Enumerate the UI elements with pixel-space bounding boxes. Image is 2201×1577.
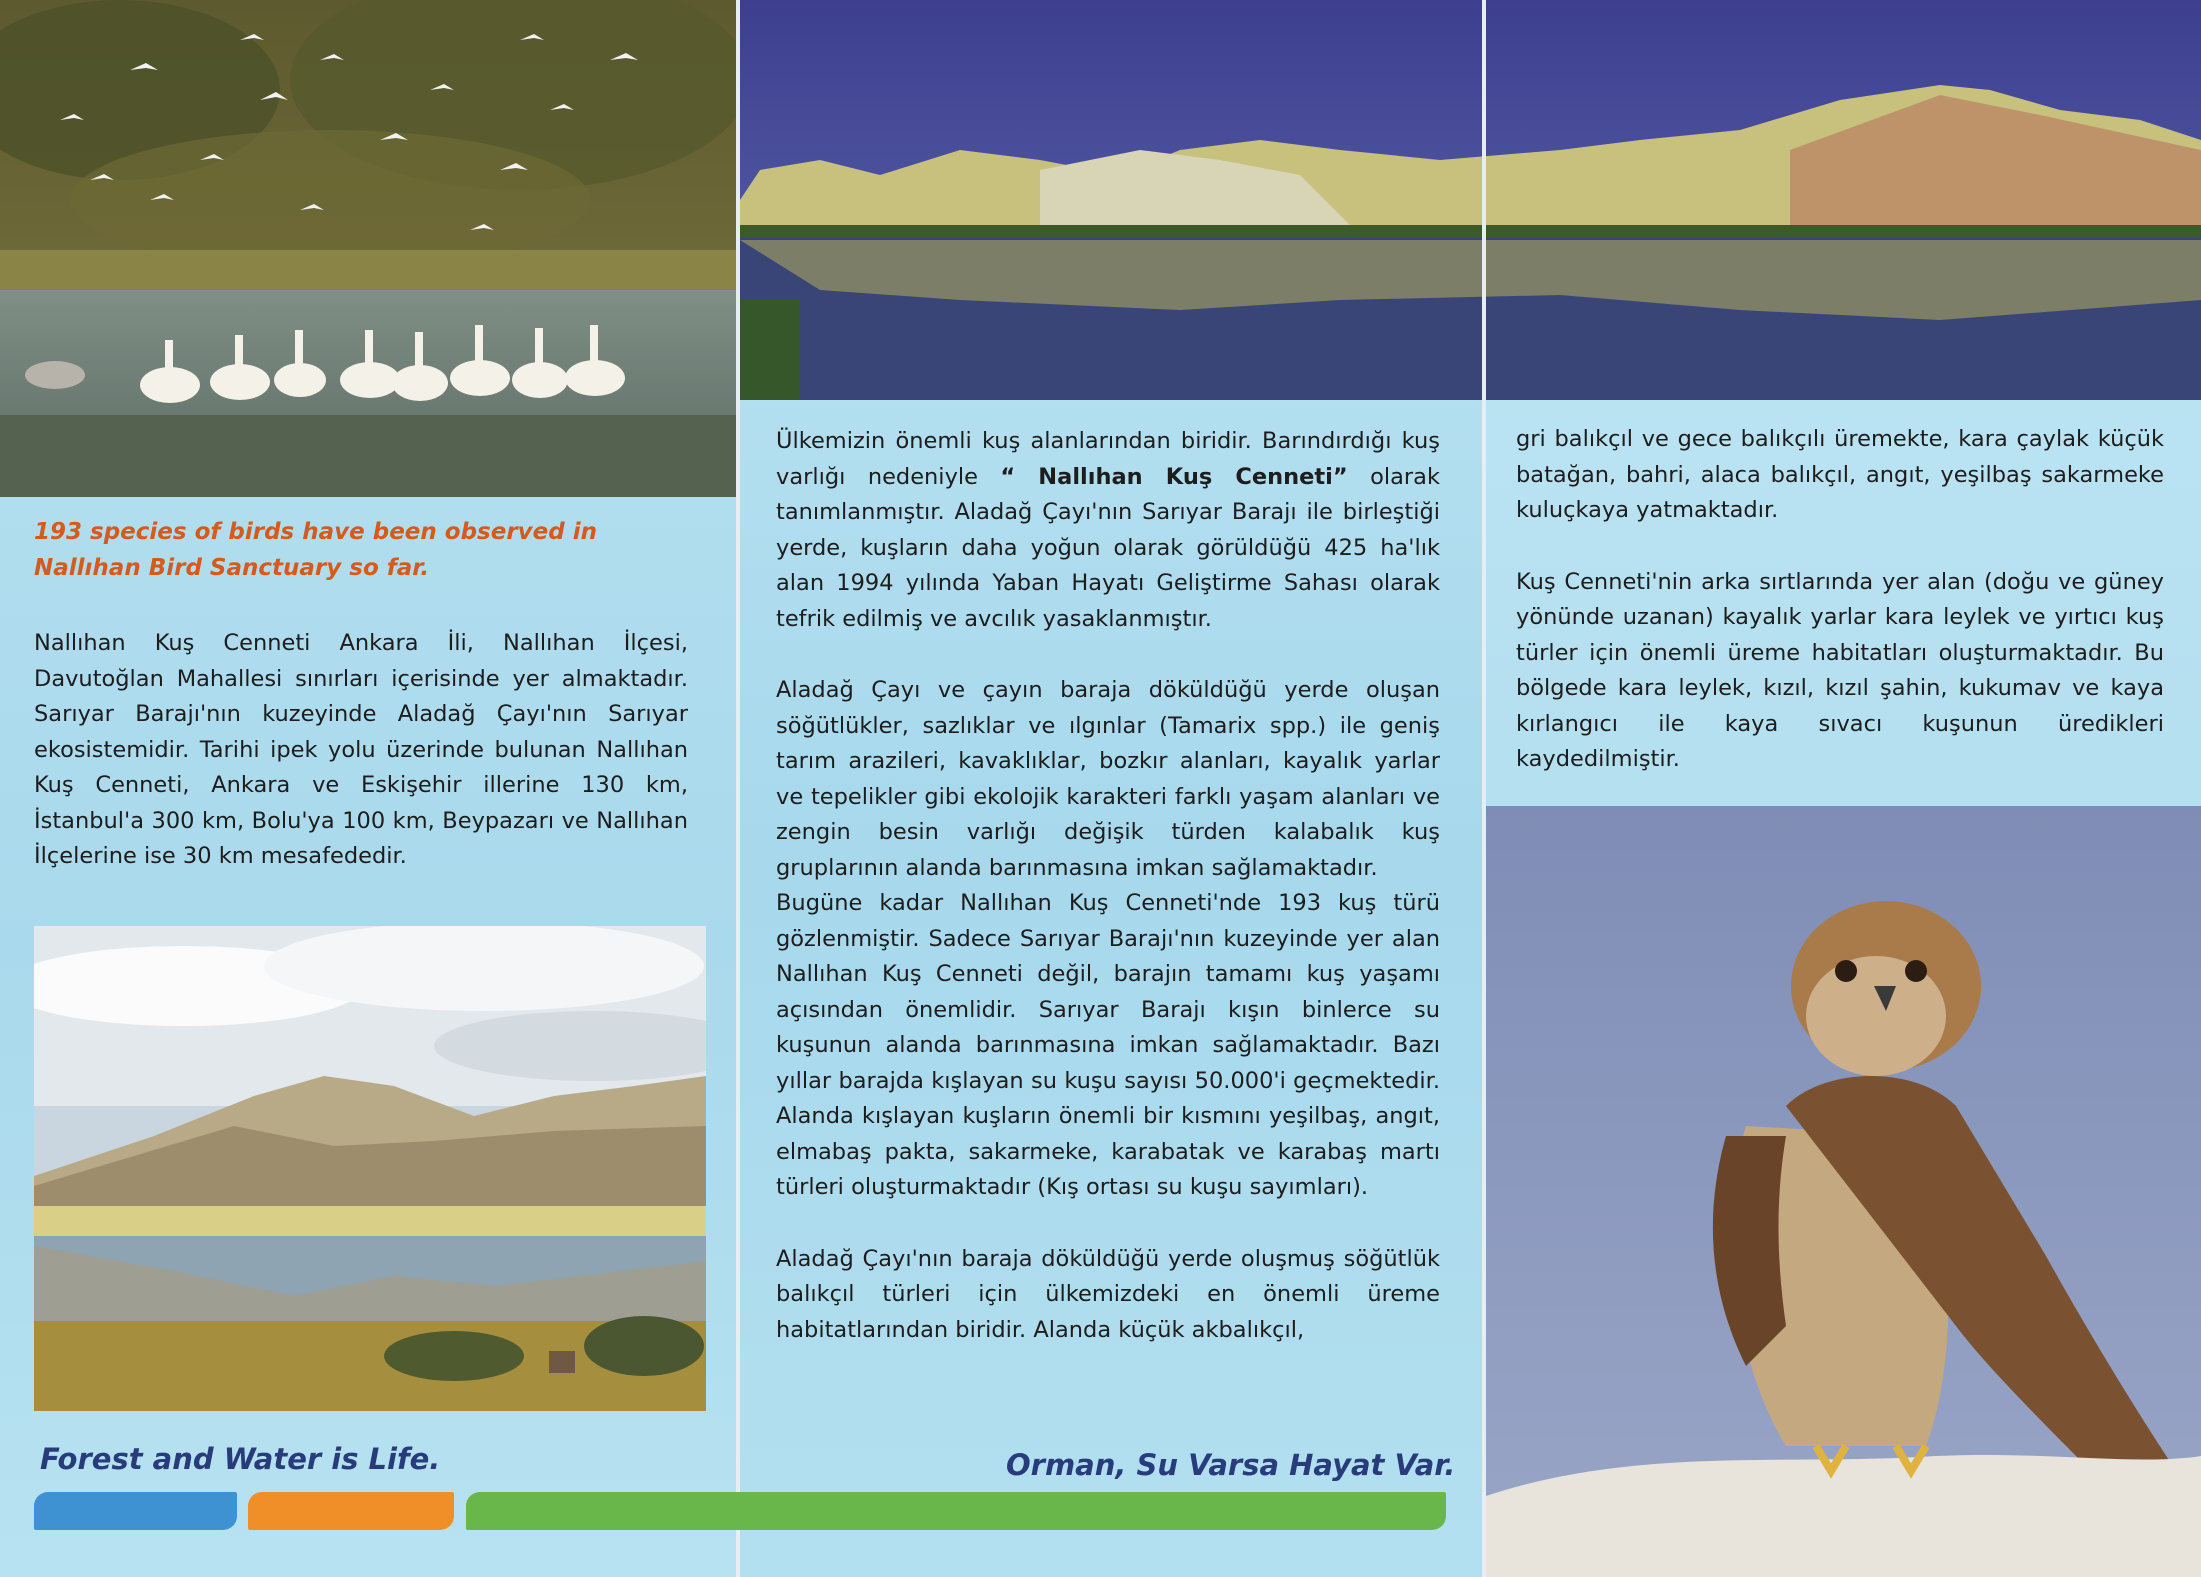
right-paragraph-1: gri balıkçıl ve gece balıkçılı üremekte, kara çaylak küçük batağan, bahri, alaca balıkçıl, angıt, yeşilbaş sakarmeke kuluçkaya yatmaktadır. [1516, 426, 2164, 523]
middle-text-column [776, 424, 1440, 1348]
middle-paragraph-2: Aladağ Çayı ve çayın baraja döküldüğü yerde oluşan söğütlükler, sazlıklar ve ılgınlar (Tamarix spp.) ile geniş tarım arazileri, kavaklıklar, bozkır alanları, kayalık yarlar ve tepelikler gibi ekolojik karakteri farklı yaşam alanları ve zengin besin varlığı değişik türden kalabalık kuş gruplarının alanda barınmasına imkan sağlamaktadır. [776, 677, 1440, 881]
sanctuary-name: “ Nallıhan Kuş Cenneti” [1000, 463, 1348, 490]
fold-line-right [1482, 0, 1486, 1577]
species-highlight: 193 species of birds have been observed in Nallıhan Bird Sanctuary so far. [34, 519, 598, 581]
lake-reflection-panorama-photo [740, 0, 2201, 400]
pelicans-and-gulls-photo [0, 0, 736, 497]
turkish-motto: Orman, Su Varsa Hayat Var. [1006, 1448, 1456, 1482]
decorative-bar-blue [34, 1492, 237, 1530]
middle-paragraph-1-start: Ülkemizin önemli kuş alanlarından biridir. Barındırdığı kuş varlığı nedeniyle [776, 428, 1440, 490]
right-paragraph-2: Kuş Cenneti'nin arka sırtlarında yer alan (doğu ve güney yönünde uzanan) kayalık yarlar kara leylek ve yırtıcı kuş türler için önemli üreme habitatları oluşturmaktadır. Bu bölgede kara leylek, kızıl, kızıl şahin, kukumav ve kaya kırlangıcı ile kaya sıvacı kuşunun üredikleri kaydedilmiştir. [1516, 568, 2164, 772]
buzzard-photo-illustration [1486, 806, 2201, 1577]
left-panel [0, 0, 736, 1577]
pelicans-photo-illustration [0, 0, 736, 497]
mountain-photo-illustration [34, 926, 706, 1411]
right-text-column [1516, 422, 2164, 778]
middle-paragraph-4: Aladağ Çayı'nın baraja döküldüğü yerde oluşmuş söğütlük balıkçıl türleri için ülkemizdeki en önemli üreme habitatlarından biridir. Alanda küçük akbalıkçıl, [776, 1245, 1440, 1343]
decorative-bar-green [466, 1492, 1446, 1530]
panorama-illustration [740, 0, 2201, 400]
middle-paragraph-1 [776, 424, 1440, 637]
intro-paragraph-text: Nallıhan Kuş Cenneti Ankara İli, Nallıhan İlçesi, Davutoğlan Mahallesi sınırları içerisinde yer almaktadır. Sarıyar Barajı'nın kuzeyinde Aladağ Çayı'nın Sarıyar ekosistemidir. Tarihi ipek yolu üzerinde bulunan Nallıhan Kuş Cenneti, Ankara ve Eskişehir illerine 130 km, İstanbul'a 300 km, Bolu'ya 100 km, Beypazarı ve Nallıhan İlçelerine ise 30 km mesafededir. [34, 630, 688, 869]
decorative-bar-orange [248, 1492, 454, 1530]
mountain-lake-photo [34, 926, 706, 1411]
english-motto: Forest and Water is Life. [40, 1442, 441, 1476]
fold-line-left [736, 0, 740, 1577]
middle-paragraph-1-end: olarak tanımlanmıştır. Aladağ Çayı'nın Sarıyar Barajı ile birleştiği yerde, kuşların daha yoğun olarak görüldüğü 425 ha'lık alan 1994 yılında Yaban Hayatı Geliştirme Sahası olarak tefrik edilmiş ve avcılık yasaklanmıştır. [776, 463, 1440, 632]
intro-paragraph [34, 626, 688, 875]
buzzard-photo [1486, 806, 2201, 1577]
middle-paragraph-3: Bugüne kadar Nallıhan Kuş Cenneti'nde 193 kuş türü gözlenmiştir. Sadece Sarıyar Barajı'nın kuzeyinde yer alan Nallıhan Kuş Cenneti değil, barajın tamamı kuş yaşamı açısından önemlidir. Sarıyar Barajı kışın binlerce su kuşunun alanda barınmasına imkan sağlamaktadır. Bazı yıllar barajda kışlayan su kuşu sayısı 50.000'i geçmektedir. Alanda kışlayan kuşların önemli bir kısmını yeşilbaş, angıt, elmabaş pakta, sakarmeke, karabatak ve karabaş martı türleri oluşturmaktadır (Kış ortası su kuşu sayımları). [776, 890, 1440, 1200]
